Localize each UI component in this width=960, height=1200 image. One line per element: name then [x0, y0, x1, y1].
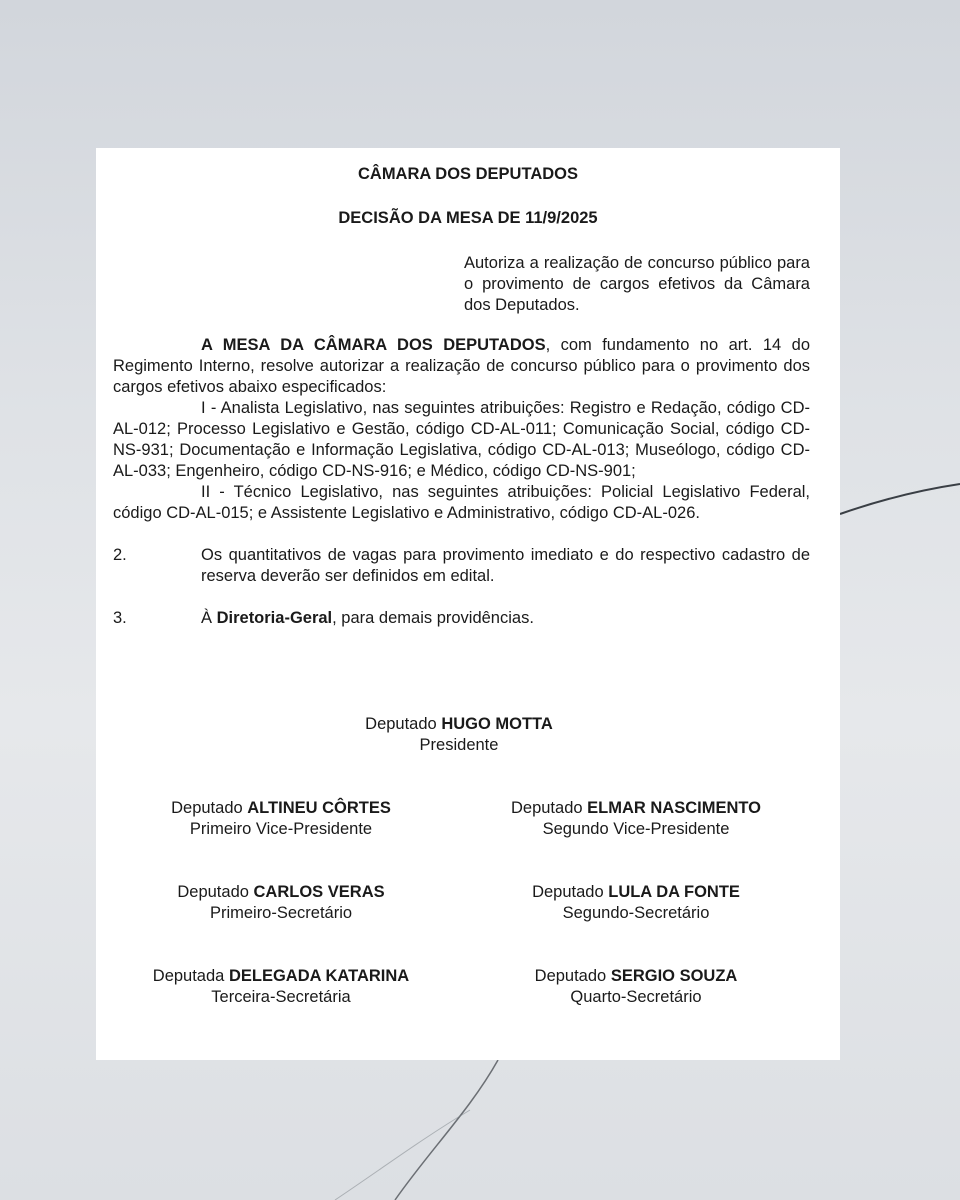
- article-3-number: 3.: [113, 609, 127, 627]
- signature-prefix: Deputado: [365, 715, 442, 733]
- preamble-rest: , com fundamento no art. 14 do Regimento Interno, resolve autorizar a realização de concurso público para o provimento dos cargos efetivos abaixo especificados:: [113, 336, 810, 396]
- signature-name: DELEGADA KATARINA: [228, 967, 410, 985]
- signature-prefix: Deputado: [534, 967, 611, 985]
- signature-name: LULA DA FONTE: [608, 883, 740, 901]
- signature-prefix: Deputado: [510, 799, 588, 817]
- signature-role: Primeiro-Secretário: [209, 904, 353, 922]
- signature-president: [289, 714, 629, 756]
- signature-second-secretary: [466, 882, 806, 924]
- decision-title: DECISÃO DA MESA DE 11/9/2025: [338, 209, 598, 227]
- article-3-rest: , para demais providências.: [332, 609, 534, 627]
- article-3-prefix: À: [201, 609, 217, 627]
- signature-role: Presidente: [419, 736, 499, 754]
- document-page: [96, 148, 840, 1060]
- signature-first-vice: [111, 798, 451, 840]
- article-3-bold: Diretoria-Geral: [216, 609, 333, 627]
- signature-role: Segundo Vice-Presidente: [542, 820, 730, 838]
- signature-role: Primeiro Vice-Presidente: [189, 820, 373, 838]
- preamble: [113, 335, 810, 398]
- article-3: [113, 608, 810, 629]
- signature-second-vice: [466, 798, 806, 840]
- article-2-text: Os quantitativos de vagas para provimento imediato e do respectivo cadastro de reserva deverão ser definidos em edital.: [201, 546, 810, 585]
- preamble-bold: A MESA DA CÂMARA DOS DEPUTADOS: [201, 336, 546, 354]
- document-body: [113, 335, 810, 629]
- signature-role: Quarto-Secretário: [570, 988, 702, 1006]
- document-heading: CÂMARA DOS DEPUTADOS: [357, 165, 578, 183]
- signature-first-secretary: [111, 882, 451, 924]
- article-2: [113, 545, 810, 587]
- item-2: II - Técnico Legislativo, nas seguintes atribuições: Policial Legislativo Federal, código CD-AL-015; e Assistente Legislativo e Administrativo, código CD-AL-026.: [113, 483, 810, 522]
- signature-role: Segundo-Secretário: [562, 904, 710, 922]
- ementa: Autoriza a realização de concurso público para o provimento de cargos efetivos da Câmara dos Deputados.: [464, 254, 810, 314]
- signature-name: SERGIO SOUZA: [610, 967, 738, 985]
- signature-third-secretary: [111, 966, 451, 1008]
- signature-prefix: Deputado: [171, 799, 248, 817]
- article-2-first-line: [201, 545, 810, 587]
- article-2-number: 2.: [113, 546, 127, 564]
- signature-fourth-secretary: [466, 966, 806, 1008]
- signature-prefix: Deputado: [532, 883, 609, 901]
- signature-name: HUGO MOTTA: [441, 715, 553, 733]
- item-1: I - Analista Legislativo, nas seguintes atribuições: Registro e Redação, código CD-AL-012; Processo Legislativo e Gestão, código CD-AL-011; Comunicação Social, código CD-NS-931; Documentação e Informação Legislativa, código CD-AL-013; Museólogo, código CD-AL-033; Engenheiro, código CD-NS-916; e Médico, código CD-NS-901;: [113, 399, 810, 480]
- signature-name: ALTINEU CÔRTES: [247, 799, 391, 817]
- signature-prefix: Deputada: [152, 967, 229, 985]
- signature-role: Terceira-Secretária: [211, 988, 351, 1006]
- signature-name: ELMAR NASCIMENTO: [587, 799, 762, 817]
- signature-prefix: Deputado: [177, 883, 254, 901]
- signature-name: CARLOS VERAS: [253, 883, 385, 901]
